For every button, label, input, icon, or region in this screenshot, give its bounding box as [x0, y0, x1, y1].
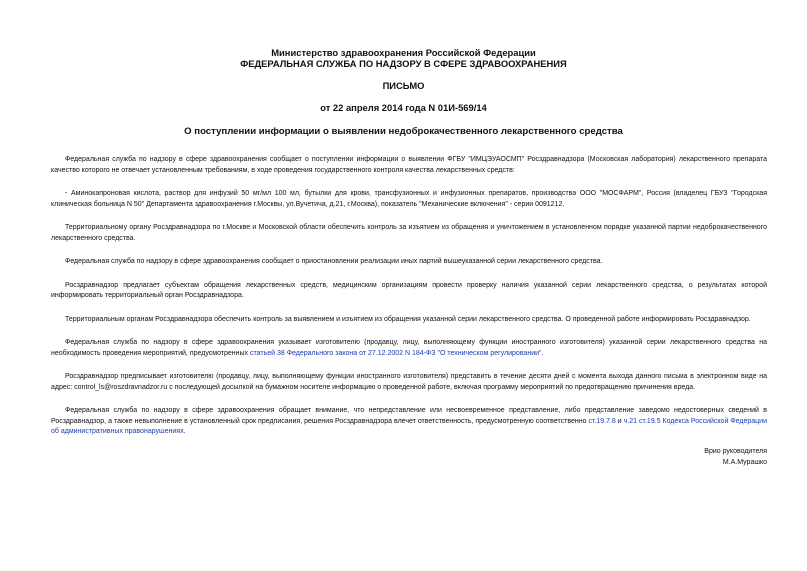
- signatory-name: М.А.Мурашко: [722, 458, 767, 466]
- document-date-number: от 22 апреля 2014 года N 01И-569/14: [320, 102, 487, 113]
- paragraph-8: Росздравнадзор предписывает изготовителю (продавцу, лицу, выполняющему функции иностранного изготовителя) представить в течение десяти дней с момента выхода данного письма в электронном виде на адрес: control_ls@roszdravnadzor.ru с последующей досылкой на бумажном носителе информацию о проведенной работе, включая программу мероприятий по предотвращению причинения вреда.: [51, 373, 767, 391]
- paragraph-9-end: .: [183, 428, 186, 435]
- document-header: [0, 47, 807, 113]
- paragraph-4: Федеральная служба по надзору в сфере здравоохранения сообщает о приостановлении реализации иных партий вышеуказанной серии лекарственного средства.: [65, 258, 603, 265]
- paragraph-1: Федеральная служба по надзору в сфере здравоохранения сообщает о поступлении информации о выявлении ФГБУ "ИМЦЭУАОСМП" Росздравнадзора (Московская лаборатория) лекарственного препарата качество которого не отвечает установленным требованиям, в ходе проведения государственного контроля качества лекарственных средств:: [51, 156, 767, 174]
- paragraph-7-text: Федеральная служба по надзору в сфере здравоохранения указывает изготовителю (продавцу, лицу, выполняющему функции иностранного изготовителя) указанной серии лекарственного средства на необходимость проведения мероприятий, предусмотренных: [51, 339, 767, 357]
- signature-block: [704, 447, 767, 468]
- paragraph-7-end: .: [541, 349, 544, 357]
- law-184-fz-link[interactable]: статьей 38 Федерального закона от 27.12.2002 N 184-ФЗ "О техническом регулировании": [250, 349, 542, 357]
- document-body: [51, 155, 767, 451]
- ministry-name: Министерство здравоохранения Российской Федерации: [271, 47, 536, 58]
- document-title: О поступлении информации о выявлении недоброкачественного лекарственного средства: [184, 126, 623, 137]
- article-19-5-koap-link[interactable]: ч.21 ст.19.5 Кодекса Российской Федерации об административных правонарушениях: [51, 417, 767, 435]
- paragraph-3: Территориальному органу Росздравнадзора по г.Москве и Московской области обеспечить контроль за изъятием из обращения и уничтожением в установленном порядке указанной партии недоброкачественного лекарственного средства.: [51, 224, 767, 242]
- paragraph-9-text: Федеральная служба по надзору в сфере здравоохранения обращает внимание, что непредставление или несвоевременное представление, либо представление заведомо недостоверных сведений в Росздравнадзор, а также невыполнение в установленный срок предписания, решения Росздравнадзора влечет ответственность, предусмотренную соответственно: [51, 407, 767, 425]
- paragraph-9: [51, 406, 767, 438]
- signatory-position: Врио руководителя: [704, 448, 767, 455]
- article-19-7-8-link[interactable]: ст.19.7.8: [588, 417, 616, 425]
- document-type: ПИСЬМО: [382, 80, 425, 91]
- paragraph-9-conjunction: и: [615, 417, 624, 425]
- service-name: ФЕДЕРАЛЬНАЯ СЛУЖБА ПО НАДЗОРУ В СФЕРЕ ЗДРАВООХРАНЕНИЯ: [240, 58, 567, 69]
- paragraph-6: Территориальным органам Росздравнадзора обеспечить контроль за выявлением и изъятием из обращения указанной серии лекарственного средства. О проведенной работе информировать Росздравнадзор.: [65, 315, 751, 323]
- paragraph-7: [51, 338, 767, 359]
- paragraph-5: Росздравнадзор предлагает субъектам обращения лекарственных средств, медицинским организациям провести проверку наличия указанной серии лекарственного средства, о результатах которой информировать территориальный орган Росздравнадзора.: [51, 281, 767, 299]
- paragraph-2: - Аминокапроновая кислота, раствор для инфузий 50 мг/мл 100 мл, бутылки для крови, трансфузионных и инфузионных препаратов, производства ООО "МОСФАРМ", Россия (владелец ГБУЗ "Городская клиническая больница N 50" Департамента здравоохранения г.Москвы, ул.Вучетича, д.21, г.Москва), показатель "Механические включения" - серии 0091212.: [51, 190, 767, 208]
